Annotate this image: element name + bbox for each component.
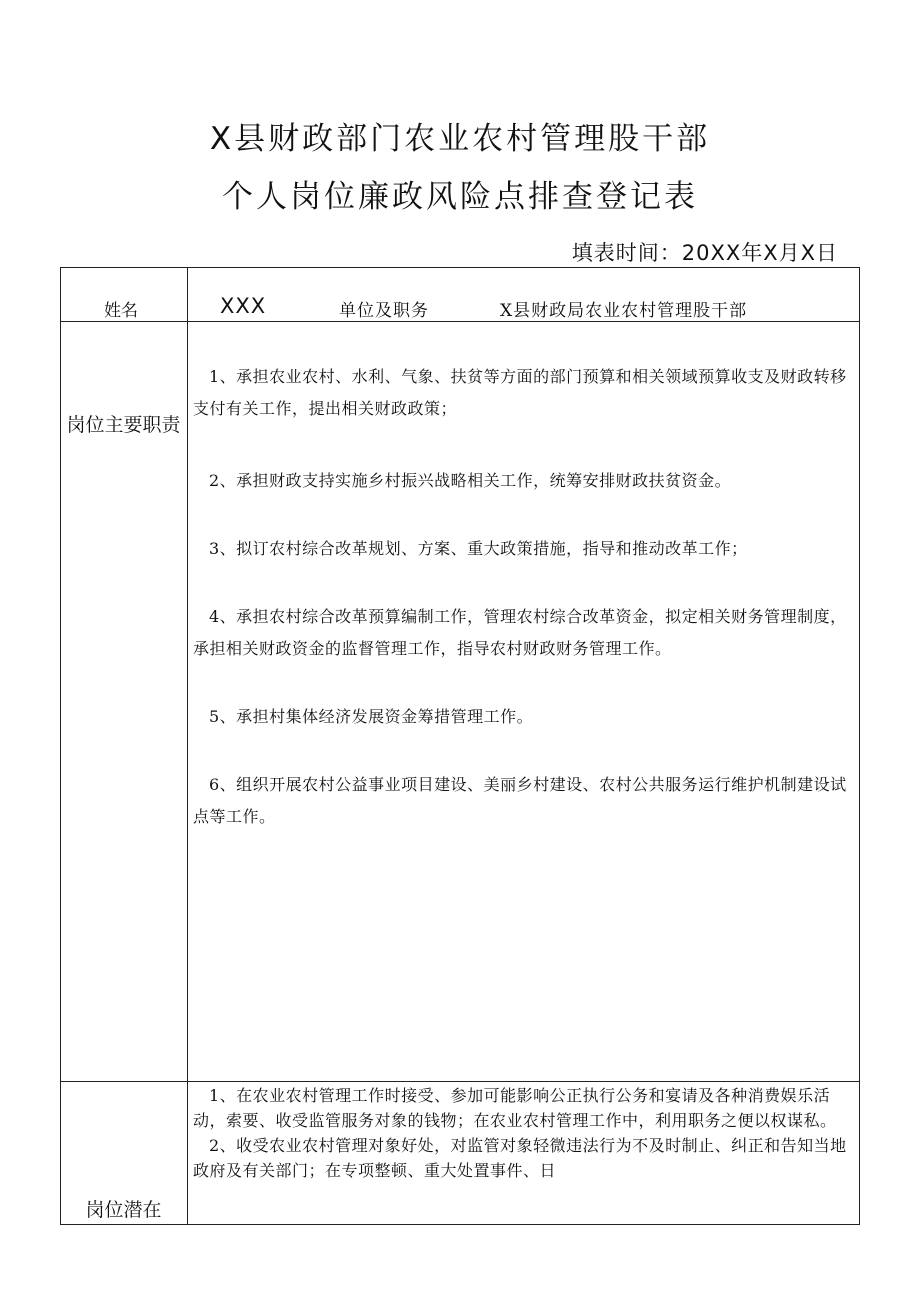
duty-item: 2、承担财政支持实施乡村振兴战略相关工作，统筹安排财政扶贫资金。 <box>209 471 732 490</box>
document-title-line1: X县财政部门农业农村管理股干部 <box>209 121 711 157</box>
duties-list <box>193 361 857 833</box>
unit-position-label: 单位及职务 <box>339 301 429 321</box>
fill-time: 填表时间：20XX年X月X日 <box>571 241 838 265</box>
duty-item: 5、承担村集体经济发展资金筹措管理工作。 <box>209 707 534 726</box>
duty-item: 1、承担农业农村、水利、气象、扶贫等方面的部门预算和相关领域预算收支及财政转移支付有关工作，提出相关财政政策； <box>193 367 847 418</box>
document-title-line2: 个人岗位廉政风险点排查登记表 <box>222 179 698 215</box>
table-divider <box>187 321 188 1225</box>
duty-item: 4、承担农村综合改革预算编制工作，管理农村综合改革资金，拟定相关财务管理制度，承担相关财政资金的监督管理工作，指导农村财政财务管理工作。 <box>193 607 847 658</box>
duty-item: 6、组织开展农村公益事业项目建设、美丽乡村建设、农村公共服务运行维护机制建设试点等工作。 <box>193 775 847 826</box>
name-label: 姓名 <box>104 301 138 321</box>
table-divider <box>60 321 860 322</box>
risk-item: 1、在农业农村管理工作时接受、参加可能影响公正执行公务和宴请及各种消费娱乐活动，索要、收受监管服务对象的钱物；在农业农村管理工作中，利用职务之便以权谋私。 <box>193 1086 837 1130</box>
risk-label: 岗位潜在 <box>85 1199 162 1221</box>
unit-position-value: X县财政局农业农村管理股干部 <box>500 301 748 321</box>
duty-item: 3、拟订农村综合改革规划、方案、重大政策措施，指导和推动改革工作； <box>209 539 748 558</box>
table-divider <box>187 267 188 321</box>
risk-item: 2、收受农业农村管理对象好处，对监管对象轻微违法行为不及时制止、纠正和告知当地政府及有关部门；在专项整顿、重大处置事件、日 <box>193 1136 847 1180</box>
table-divider <box>60 1081 860 1082</box>
risks-list <box>193 1083 857 1183</box>
name-value: XXX <box>220 294 267 318</box>
duties-label: 岗位主要职责 <box>66 414 181 436</box>
